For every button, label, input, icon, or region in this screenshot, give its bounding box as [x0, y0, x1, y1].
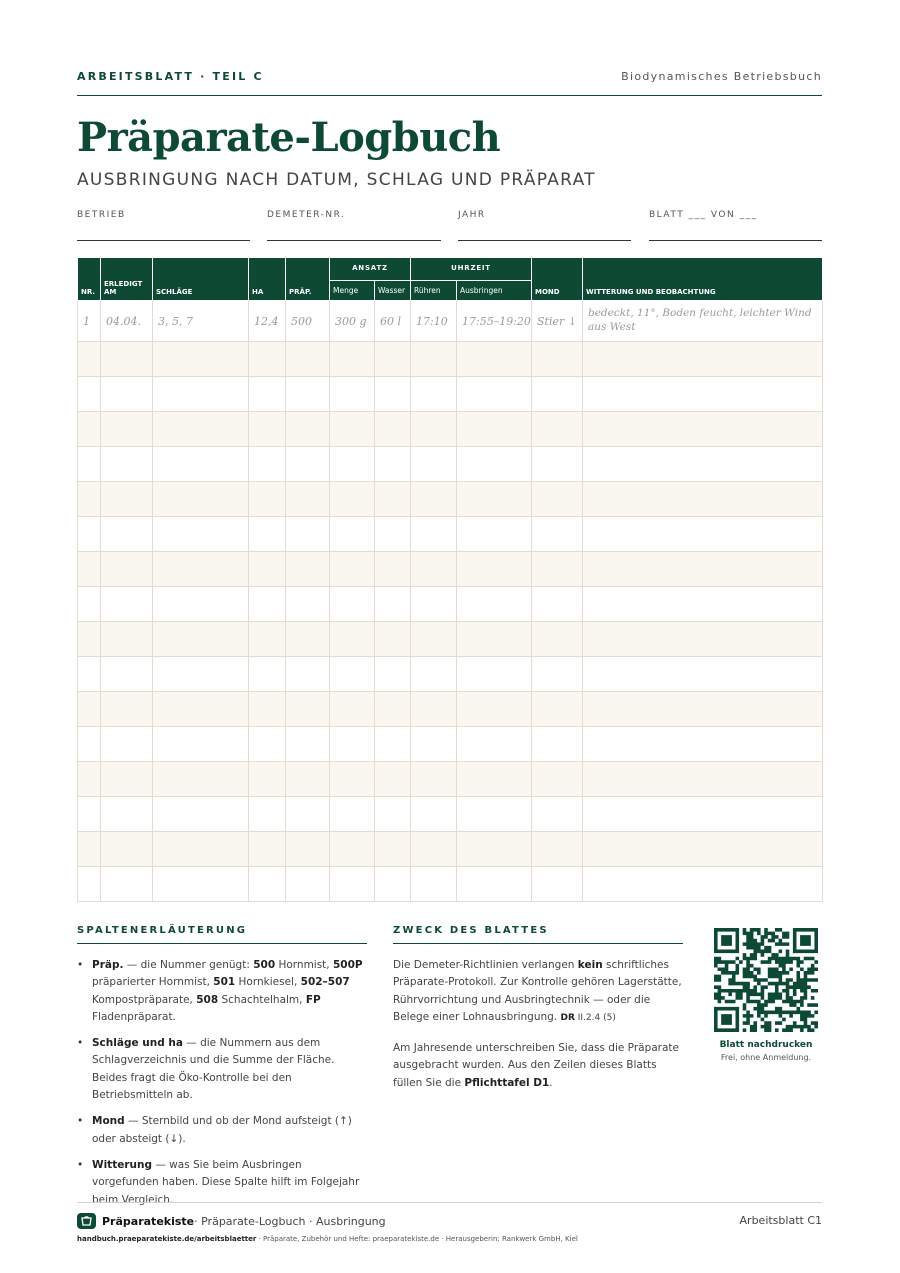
cell-erledigt[interactable]	[101, 377, 153, 412]
cell-praep[interactable]	[286, 587, 330, 622]
cell-menge[interactable]	[330, 762, 375, 797]
cell-erledigt[interactable]	[101, 657, 153, 692]
jahr-label: JAHR	[458, 210, 486, 220]
cell-ausbringen[interactable]	[457, 657, 532, 692]
cell-schlaege[interactable]	[153, 832, 249, 867]
cell-witterung[interactable]	[583, 587, 823, 622]
cell-ausbringen[interactable]	[457, 692, 532, 727]
cell-praep[interactable]	[286, 517, 330, 552]
cell-ausbringen[interactable]	[457, 762, 532, 797]
cell-ha[interactable]	[249, 447, 286, 482]
cell-ha[interactable]	[249, 552, 286, 587]
cell-schlaege[interactable]	[153, 587, 249, 622]
qr-block	[714, 928, 818, 1062]
table-row	[78, 552, 823, 587]
cell-praep[interactable]	[286, 412, 330, 447]
explanation-praep: • Präp. — die Nummer genügt: 500 Hornmist, 500P präparierter Hornmist, 501 Hornkiesel, 502–507 Kompostpräparate, 508 Schachtelhalm, FP Fladenpräparat.	[77, 957, 367, 1026]
cell-wasser[interactable]	[375, 447, 411, 482]
ansatz-group-header: ANSATZ	[330, 258, 411, 281]
cell-schlaege[interactable]	[153, 762, 249, 797]
cell-schlaege[interactable]	[153, 482, 249, 517]
example-witterung: bedeckt, 11°, Boden feucht, leichter Wind aus West	[583, 301, 823, 342]
cell-menge[interactable]	[330, 412, 375, 447]
footer-brand-name: Präparatekiste	[102, 1214, 195, 1228]
cell-nr[interactable]	[78, 692, 101, 727]
cell-praep[interactable]	[286, 622, 330, 657]
cell-witterung[interactable]	[583, 447, 823, 482]
cell-mond[interactable]	[532, 412, 583, 447]
cell-schlaege[interactable]	[153, 377, 249, 412]
demeter-nr-label: DEMETER-NR.	[267, 210, 346, 220]
cell-mond[interactable]	[532, 657, 583, 692]
cell-mond[interactable]	[532, 517, 583, 552]
cell-ruehren[interactable]	[411, 727, 457, 762]
cell-nr[interactable]	[78, 867, 101, 902]
cell-witterung[interactable]	[583, 622, 823, 657]
table-row	[78, 517, 823, 552]
explanations-section	[77, 925, 367, 1218]
cell-witterung[interactable]	[583, 867, 823, 902]
cell-menge[interactable]	[330, 867, 375, 902]
col-witterung-header: WITTERUNG UND BEOBACHTUNG	[583, 258, 823, 301]
cell-erledigt[interactable]	[101, 692, 153, 727]
cell-mond[interactable]	[532, 797, 583, 832]
cell-erledigt[interactable]	[101, 832, 153, 867]
cell-ausbringen[interactable]	[457, 727, 532, 762]
explanations-heading: SPALTENERLÄUTERUNG	[77, 925, 367, 944]
cell-menge[interactable]	[330, 587, 375, 622]
cell-witterung[interactable]	[583, 762, 823, 797]
purpose-section	[393, 925, 683, 1092]
purpose-heading: ZWECK DES BLATTES	[393, 925, 683, 944]
table-row	[78, 412, 823, 447]
cell-erledigt[interactable]	[101, 727, 153, 762]
blatt-field[interactable]	[649, 202, 822, 241]
example-erledigt: 04.04.	[101, 301, 153, 342]
table-row	[78, 762, 823, 797]
cell-ruehren[interactable]	[411, 622, 457, 657]
cell-erledigt[interactable]	[101, 587, 153, 622]
cell-praep[interactable]	[286, 482, 330, 517]
cell-witterung[interactable]	[583, 517, 823, 552]
table-row	[78, 657, 823, 692]
example-nr: 1	[78, 301, 101, 342]
cell-ausbringen[interactable]	[457, 797, 532, 832]
cell-mond[interactable]	[532, 342, 583, 377]
col-ausbringen-header: Ausbringen	[457, 281, 532, 301]
log-table	[77, 257, 823, 902]
cell-schlaege[interactable]	[153, 692, 249, 727]
worksheet-page	[77, 0, 822, 1273]
book-label: Biodynamisches Betriebsbuch	[621, 70, 822, 83]
cell-nr[interactable]	[78, 377, 101, 412]
col-erledigt-header: ERLEDIGT AM	[101, 258, 153, 301]
cell-erledigt[interactable]	[101, 342, 153, 377]
cell-nr[interactable]	[78, 552, 101, 587]
cell-menge[interactable]	[330, 552, 375, 587]
cell-praep[interactable]	[286, 867, 330, 902]
footer-fineprint: handbuch.praeparatekiste.de/arbeitsblaetter · Präparate, Zubehör und Hefte: praeparatekiste.de · Herausgeberin: Rankwerk GmbH, Kiel	[77, 1235, 578, 1243]
cell-mond[interactable]	[532, 377, 583, 412]
purpose-paragraph-2: Am Jahresende unterschreiben Sie, dass die Präparate ausgebracht wurden. Aus den Zeilen dieses Blatts füllen Sie die Pflichttafel D1.	[393, 1042, 680, 1089]
cell-ausbringen[interactable]	[457, 517, 532, 552]
cell-mond[interactable]	[532, 692, 583, 727]
cell-ha[interactable]	[249, 342, 286, 377]
col-menge-header: Menge	[330, 281, 375, 301]
example-schlaege: 3, 5, 7	[153, 301, 249, 342]
cell-witterung[interactable]	[583, 412, 823, 447]
cell-menge[interactable]	[330, 657, 375, 692]
cell-witterung[interactable]	[583, 797, 823, 832]
cell-praep[interactable]	[286, 832, 330, 867]
footer	[77, 1202, 822, 1252]
cell-wasser[interactable]	[375, 832, 411, 867]
cell-erledigt[interactable]	[101, 797, 153, 832]
cell-ha[interactable]	[249, 377, 286, 412]
cell-menge[interactable]	[330, 447, 375, 482]
col-nr-header: NR.	[78, 258, 101, 301]
explanation-witterung: • Witterung — was Sie beim Ausbringen vorgefunden haben. Diese Spalte hilft im Folgejahr beim Vergleich.	[77, 1157, 367, 1209]
cell-nr[interactable]	[78, 587, 101, 622]
cell-schlaege[interactable]	[153, 727, 249, 762]
example-menge: 300 g	[330, 301, 375, 342]
purpose-paragraph-1: Die Demeter-Richtlinien verlangen kein schriftliches Präparate-Protokoll. Zur Kontrolle gehören Lagerstätte, Rührvorrichtung und Ausbringtechnik — oder die Belege einer Lohnausbringung. DR II.2.4 (5)	[393, 959, 682, 1023]
col-wasser-header: Wasser	[375, 281, 411, 301]
cell-wasser[interactable]	[375, 727, 411, 762]
cell-nr[interactable]	[78, 342, 101, 377]
cell-praep[interactable]	[286, 447, 330, 482]
col-mond-header: MOND	[532, 258, 583, 301]
explanation-schlaege: • Schläge und ha — die Nummern aus dem Schlagverzeichnis und die Summe der Fläche. Beides fragt die Öko-Kontrolle bei den Betriebsmitteln ab.	[77, 1035, 367, 1104]
cell-wasser[interactable]	[375, 797, 411, 832]
cell-ruehren[interactable]	[411, 657, 457, 692]
cell-witterung[interactable]	[583, 727, 823, 762]
cell-witterung[interactable]	[583, 552, 823, 587]
cell-erledigt[interactable]	[101, 552, 153, 587]
cell-schlaege[interactable]	[153, 797, 249, 832]
cell-praep[interactable]	[286, 692, 330, 727]
cell-praep[interactable]	[286, 552, 330, 587]
col-ruehren-header: Rühren	[411, 281, 457, 301]
cell-menge[interactable]	[330, 377, 375, 412]
table-row	[78, 832, 823, 867]
explanation-mond: • Mond — Sternbild und ob der Mond aufsteigt (↑) oder absteigt (↓).	[77, 1113, 367, 1148]
explanations-list	[77, 957, 367, 1209]
cell-witterung[interactable]	[583, 692, 823, 727]
cell-nr[interactable]	[78, 762, 101, 797]
cell-ausbringen[interactable]	[457, 377, 532, 412]
cell-ruehren[interactable]	[411, 832, 457, 867]
cell-wasser[interactable]	[375, 412, 411, 447]
cell-erledigt[interactable]	[101, 447, 153, 482]
cell-menge[interactable]	[330, 727, 375, 762]
cell-erledigt[interactable]	[101, 412, 153, 447]
footer-brand-rest: · Präparate-Logbuch · Ausbringung	[194, 1214, 386, 1228]
cell-wasser[interactable]	[375, 692, 411, 727]
cell-ruehren[interactable]	[411, 552, 457, 587]
cell-praep[interactable]	[286, 727, 330, 762]
cell-ha[interactable]	[249, 622, 286, 657]
cell-ha[interactable]	[249, 727, 286, 762]
col-praep-header: PRÄP.	[286, 258, 330, 301]
cell-ausbringen[interactable]	[457, 867, 532, 902]
cell-schlaege[interactable]	[153, 517, 249, 552]
cell-ruehren[interactable]	[411, 342, 457, 377]
cell-wasser[interactable]	[375, 552, 411, 587]
cell-ha[interactable]	[249, 587, 286, 622]
cell-mond[interactable]	[532, 587, 583, 622]
cell-schlaege[interactable]	[153, 867, 249, 902]
cell-witterung[interactable]	[583, 482, 823, 517]
meta-fields	[77, 202, 822, 242]
cell-nr[interactable]	[78, 657, 101, 692]
table-row	[78, 622, 823, 657]
cell-nr[interactable]	[78, 727, 101, 762]
cell-menge[interactable]	[330, 482, 375, 517]
cell-schlaege[interactable]	[153, 657, 249, 692]
col-ha-header: HA	[249, 258, 286, 301]
page-title: Präparate-Logbuch	[77, 114, 501, 161]
cell-mond[interactable]	[532, 482, 583, 517]
cell-ha[interactable]	[249, 412, 286, 447]
uhrzeit-group-header: UHRZEIT	[411, 258, 532, 281]
cell-schlaege[interactable]	[153, 342, 249, 377]
cell-wasser[interactable]	[375, 587, 411, 622]
qr-subtitle: Frei, ohne Anmeldung.	[720, 1053, 812, 1062]
cell-praep[interactable]	[286, 342, 330, 377]
cell-erledigt[interactable]	[101, 622, 153, 657]
cell-mond[interactable]	[532, 867, 583, 902]
cell-mond[interactable]	[532, 622, 583, 657]
table-row	[78, 447, 823, 482]
header-row-top	[78, 258, 823, 281]
example-praep: 500	[286, 301, 330, 342]
cell-nr[interactable]	[78, 797, 101, 832]
cell-ruehren[interactable]	[411, 447, 457, 482]
cell-praep[interactable]	[286, 797, 330, 832]
cell-menge[interactable]	[330, 517, 375, 552]
table-row	[78, 867, 823, 902]
jahr-field[interactable]	[458, 202, 631, 241]
cell-ausbringen[interactable]	[457, 587, 532, 622]
cell-ruehren[interactable]	[411, 867, 457, 902]
cell-mond[interactable]	[532, 832, 583, 867]
cell-menge[interactable]	[330, 797, 375, 832]
cell-wasser[interactable]	[375, 517, 411, 552]
betrieb-field[interactable]	[77, 202, 250, 241]
cell-mond[interactable]	[532, 552, 583, 587]
example-wasser: 60 l	[375, 301, 411, 342]
cell-ruehren[interactable]	[411, 377, 457, 412]
cell-erledigt[interactable]	[101, 517, 153, 552]
example-mond: Stier ↓	[532, 301, 583, 342]
blatt-label: BLATT ___ VON ___	[649, 210, 758, 220]
cell-ruehren[interactable]	[411, 587, 457, 622]
cell-wasser[interactable]	[375, 867, 411, 902]
cell-ruehren[interactable]	[411, 482, 457, 517]
example-row	[78, 301, 823, 342]
col-schlaege-header: SCHLÄGE	[153, 258, 249, 301]
sheet-label: ARBEITSBLATT · TEIL C	[77, 70, 264, 83]
cell-nr[interactable]	[78, 517, 101, 552]
cell-praep[interactable]	[286, 377, 330, 412]
example-ha: 12,4	[249, 301, 286, 342]
table-row	[78, 692, 823, 727]
page-subtitle: AUSBRINGUNG NACH DATUM, SCHLAG UND PRÄPARAT	[77, 170, 596, 190]
cell-ausbringen[interactable]	[457, 832, 532, 867]
cell-ausbringen[interactable]	[457, 342, 532, 377]
footer-brand	[77, 1213, 386, 1229]
cell-ha[interactable]	[249, 832, 286, 867]
table-row	[78, 377, 823, 412]
cell-ausbringen[interactable]	[457, 482, 532, 517]
cell-schlaege[interactable]	[153, 447, 249, 482]
cell-ausbringen[interactable]	[457, 447, 532, 482]
top-bar	[77, 68, 822, 96]
cell-ruehren[interactable]	[411, 692, 457, 727]
cell-ruehren[interactable]	[411, 412, 457, 447]
cell-erledigt[interactable]	[101, 762, 153, 797]
betrieb-label: BETRIEB	[77, 210, 126, 220]
cell-menge[interactable]	[330, 342, 375, 377]
demeter-nr-field[interactable]	[267, 202, 441, 241]
cell-nr[interactable]	[78, 447, 101, 482]
cell-ausbringen[interactable]	[457, 412, 532, 447]
cell-schlaege[interactable]	[153, 412, 249, 447]
example-ausbringen: 17:55–19:20	[457, 301, 532, 342]
cell-witterung[interactable]	[583, 657, 823, 692]
cell-ha[interactable]	[249, 867, 286, 902]
cell-ha[interactable]	[249, 692, 286, 727]
footer-sheet-id: Arbeitsblatt C1	[739, 1214, 822, 1227]
cell-ausbringen[interactable]	[457, 622, 532, 657]
cell-nr[interactable]	[78, 482, 101, 517]
cell-menge[interactable]	[330, 622, 375, 657]
table-row	[78, 587, 823, 622]
cell-praep[interactable]	[286, 657, 330, 692]
example-ruehren: 17:10	[411, 301, 457, 342]
cell-wasser[interactable]	[375, 622, 411, 657]
cell-schlaege[interactable]	[153, 552, 249, 587]
cell-nr[interactable]	[78, 412, 101, 447]
table-row	[78, 482, 823, 517]
table-row	[78, 342, 823, 377]
table-row	[78, 727, 823, 762]
cell-wasser[interactable]	[375, 342, 411, 377]
cell-ruehren[interactable]	[411, 517, 457, 552]
cell-ausbringen[interactable]	[457, 552, 532, 587]
cell-ha[interactable]	[249, 657, 286, 692]
cell-menge[interactable]	[330, 832, 375, 867]
cell-ha[interactable]	[249, 797, 286, 832]
cell-wasser[interactable]	[375, 762, 411, 797]
cell-nr[interactable]	[78, 622, 101, 657]
cell-schlaege[interactable]	[153, 622, 249, 657]
cell-nr[interactable]	[78, 832, 101, 867]
qr-title: Blatt nachdrucken	[719, 1040, 813, 1050]
cell-ha[interactable]	[249, 762, 286, 797]
table-row	[78, 797, 823, 832]
box-logo-icon	[77, 1213, 96, 1229]
cell-erledigt[interactable]	[101, 867, 153, 902]
cell-praep[interactable]	[286, 762, 330, 797]
cell-mond[interactable]	[532, 762, 583, 797]
cell-ha[interactable]	[249, 482, 286, 517]
cell-erledigt[interactable]	[101, 482, 153, 517]
log-table-body	[78, 301, 823, 902]
cell-mond[interactable]	[532, 727, 583, 762]
footer-url-link[interactable]: handbuch.praeparatekiste.de/arbeitsblaetter	[77, 1235, 257, 1243]
qr-code-icon[interactable]	[714, 928, 818, 1032]
cell-witterung[interactable]	[583, 832, 823, 867]
cell-witterung[interactable]	[583, 342, 823, 377]
cell-wasser[interactable]	[375, 482, 411, 517]
cell-ruehren[interactable]	[411, 797, 457, 832]
cell-mond[interactable]	[532, 447, 583, 482]
cell-menge[interactable]	[330, 692, 375, 727]
cell-ha[interactable]	[249, 517, 286, 552]
cell-witterung[interactable]	[583, 377, 823, 412]
cell-wasser[interactable]	[375, 377, 411, 412]
cell-wasser[interactable]	[375, 657, 411, 692]
cell-ruehren[interactable]	[411, 762, 457, 797]
